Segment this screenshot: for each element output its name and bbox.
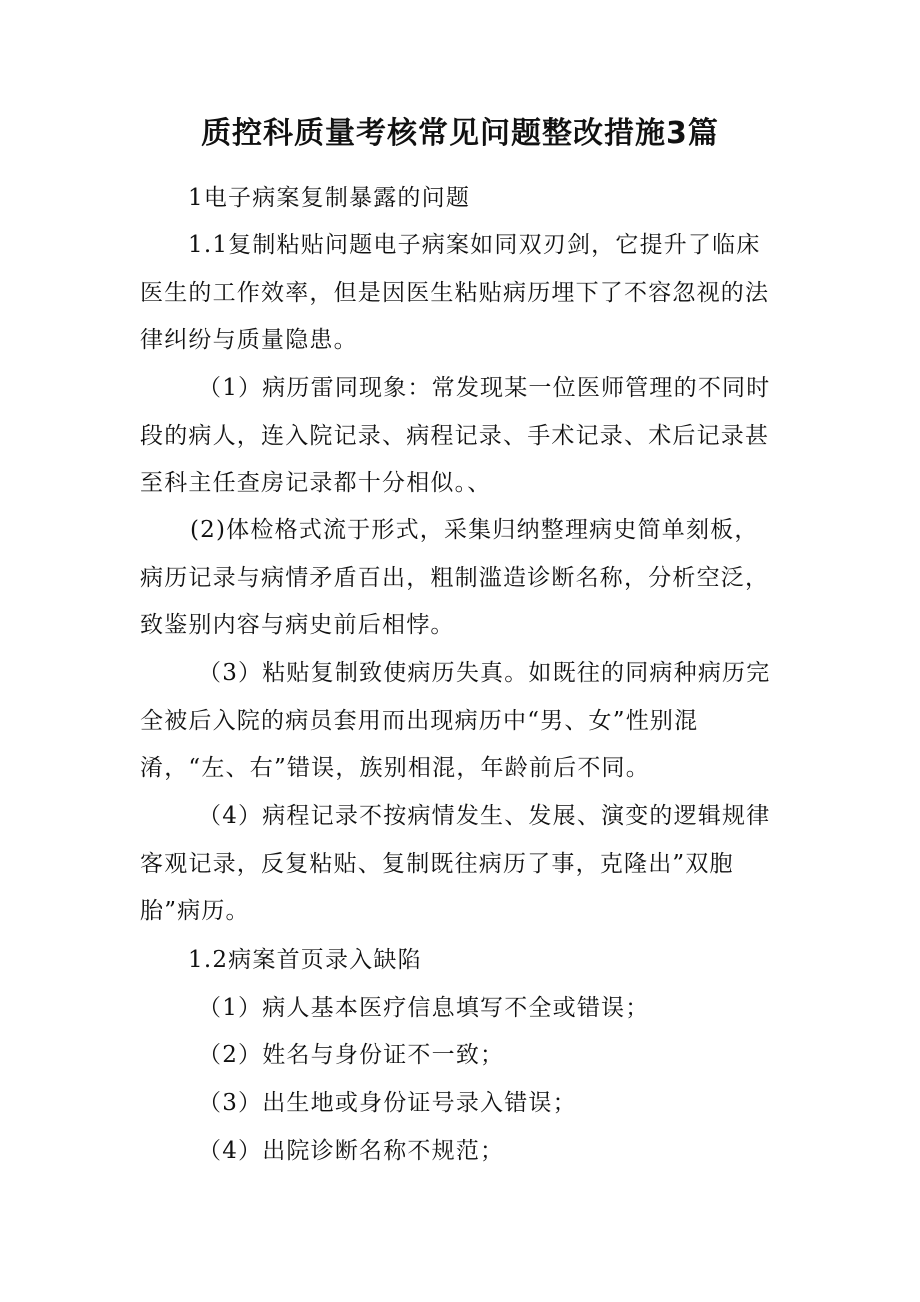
list-item-8: （4）出院诊断名称不规范； (198, 1138, 505, 1164)
list-item-6: （2）姓名与身份证不一致； (198, 1042, 505, 1068)
page-title: 质控科质量考核常见问题整改措施3篇 (201, 116, 719, 151)
section-heading-1: 1电子病案复制暴露的问题 (188, 185, 471, 211)
list-item-1: （1）病历雷同现象：常发现某一位医师管理的不同时段的病人，连入院记录、病程记录、手术记录、术后记录甚至科主任查房记录都十分相似。、 (140, 375, 771, 496)
list-item-4: （4）病程记录不按病情发生、发展、演变的逻辑规律客观记录，反复粘贴、复制既往病历了事，克隆出”双胞胎”病历。 (140, 803, 771, 924)
list-item-3: （3）粘贴复制致使病历失真。如既往的同病种病历完全被后入院的病员套用而出现病历中“男、女”性别混淆，“左、右”错误，族别相混，年龄前后不同。 (140, 660, 771, 781)
section-heading-1-2: 1.2病案首页录入缺陷 (188, 947, 422, 973)
list-item-5: （1）病人基本医疗信息填写不全或错误； (198, 995, 650, 1021)
paragraph-1-1: 1.1复制粘贴问题电子病案如同双刃剑，它提升了临床医生的工作效率，但是因医生粘贴病历埋下了不容忽视的法律纠纷与质量隐患。 (140, 232, 770, 353)
list-item-7: （3）出生地或身份证号录入错误； (198, 1090, 577, 1116)
list-item-2: (2)体检格式流于形式，采集归纳整理病史简单刻板，病历记录与病情矛盾百出，粗制滥造诊断名称，分析空泛，致鉴别内容与病史前后相悖。 (140, 517, 770, 638)
